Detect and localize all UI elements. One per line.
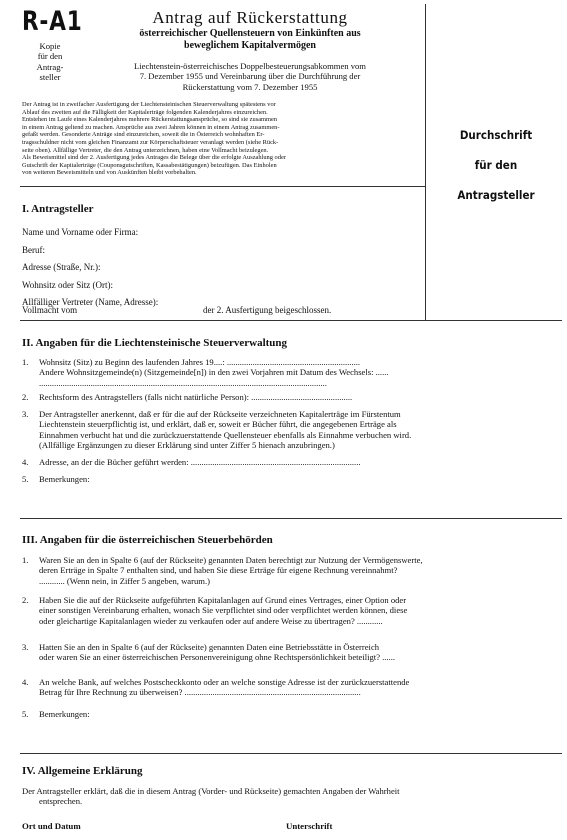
instruction-line: tragsschuldner nicht vom gleichen Finanzamt zur Körperschaftsteuer veranlagt werden (siehe Rück- xyxy=(22,138,279,146)
item-line: ............ (Wenn nein, in Ziffer 5 angeben, warum.) xyxy=(39,575,210,586)
instruction-line: Ablauf des zweiten auf die Fälligkeit der Kapitalerträge folgenden Kalenderjahres einzureichen. xyxy=(22,108,268,116)
item-line: Adresse, an der die Bücher geführt werden: ............................................................................... xyxy=(39,457,361,467)
instructions xyxy=(22,101,420,177)
section2-item-2[interactable] xyxy=(22,392,557,402)
power-of-attorney-label[interactable]: Vollmacht vom xyxy=(22,305,78,315)
item-line: Betrag für Ihre Rechnung zu überweisen? .................................................................................. xyxy=(39,687,361,698)
field-name[interactable]: Name und Vorname oder Firma: xyxy=(22,227,139,237)
item-line: Haben Sie die auf der Rückseite aufgeführten Kapitalanlagen auf Grund eines Vertrages, einer Option oder xyxy=(39,595,407,605)
item-number: 2. xyxy=(22,392,29,402)
item-number: 2. xyxy=(22,595,29,605)
item-number: 4. xyxy=(22,457,29,467)
item-line: Waren Sie an den in Spalte 6 (auf der Rückseite) genannten Daten berechtigt zur Nutzung der Vermögenswerte, xyxy=(39,555,423,565)
left-note-line: Kopie xyxy=(39,41,61,51)
subtitle xyxy=(80,28,420,51)
divider xyxy=(20,186,425,187)
section1-fields xyxy=(22,224,158,312)
power-of-attorney-note: der 2. Ausfertigung beigeschlossen. xyxy=(203,305,332,315)
item-number: 5. xyxy=(22,474,29,484)
declaration-line: Der Antragsteller erklärt, daß die in diesem Antrag (Vorder- und Rückseite) gemachten Angaben der Wahrheit xyxy=(22,786,400,796)
section3-item-1[interactable] xyxy=(22,555,562,586)
item-line: Bemerkungen: xyxy=(39,474,90,484)
left-note-line: für den xyxy=(37,51,63,62)
item-line: oder waren Sie an einer österreichischen Personenvereinigung ohne Rechtspersönlichkeit beteiligt? ...... xyxy=(39,652,396,663)
divider xyxy=(20,320,562,321)
item-number: 3. xyxy=(22,642,29,652)
instruction-line: Gutschrift der Kapitalerträge (Couponsgutschriften, Kassabestätigungen) beizufügen. Das Einholen xyxy=(22,161,277,169)
left-note-line: Antrag- xyxy=(36,61,64,72)
divider xyxy=(20,518,562,519)
instruction-line: von weiteren Beweismitteln und von Auskünften bleibt vorbehalten. xyxy=(22,169,197,177)
instruction-line: Entstehen im Laufe eines Kalenderjahres mehrere Rückerstattungsansprüche, so sind sie zusammen xyxy=(22,116,278,124)
instruction-line: Als Beweismittel sind der 2. Ausfertigung jedes Antrages die Belege über die erfolgte Auszahlung oder xyxy=(22,154,286,162)
legal-basis-line: Rückerstattung vom 7. Dezember 1955 xyxy=(182,81,318,92)
left-note-line: steller xyxy=(39,72,61,83)
copy-label xyxy=(437,120,556,210)
copy-label-line: für den xyxy=(474,158,518,172)
section4-heading: IV. Allgemeine Erklärung xyxy=(22,765,143,777)
title: Antrag auf Rückerstattung xyxy=(152,8,348,27)
section2-item-4[interactable] xyxy=(22,457,557,467)
item-number: 3. xyxy=(22,409,29,419)
instruction-line: gefaßt werden. Gesonderte Anträge sind einzureichen, soweit die in Österreich wohnhaften Er- xyxy=(22,131,265,139)
item-number: 1. xyxy=(22,555,29,565)
copy-label-line: Durchschrift xyxy=(459,128,533,142)
item-line: An welche Bank, auf welches Postscheckkonto oder an welche sonstige Adresse ist der zurückzuerstattende xyxy=(39,677,410,687)
column-divider xyxy=(425,4,426,320)
item-line: Andere Wohnsitzgemeinde(n) (Sitzgemeinde[n]) in den zwei Vorjahren mit Datum des Wechsels: ...... xyxy=(39,367,389,378)
item-line: Bemerkungen: xyxy=(39,709,90,719)
item-line: deren Erträge in Spalte 7 enthalten sind, und haben Sie diese Erträge für eigene Rechnung vereinnahmt? xyxy=(39,565,398,576)
instruction-line: Der Antrag ist in zweifacher Ausfertigung der Liechtensteinischen Steuerverwaltung spätestens vor xyxy=(22,101,276,108)
item-line: Einnahmen verbucht hat und die zurückzuerstattende Quellensteuer ebenfalls als Einnahme verbuchen wird. xyxy=(39,429,412,440)
field-representative[interactable]: Allfälliger Vertreter (Name, Adresse): xyxy=(22,297,159,308)
section1-heading: I. Antragsteller xyxy=(22,203,94,215)
item-line: (Allfällige Ergänzungen zu dieser Erklärung sind unter Ziffer 5 hienach anzubringen.) xyxy=(39,440,335,451)
field-profession[interactable]: Beruf: xyxy=(22,244,45,255)
field-residence[interactable]: Wohnsitz oder Sitz (Ort): xyxy=(22,279,114,290)
item-number: 1. xyxy=(22,357,29,367)
section3-heading: III. Angaben für die österreichischen Steuerbehörden xyxy=(22,534,273,546)
section4-text xyxy=(22,786,562,807)
section3-item-5[interactable] xyxy=(22,709,562,719)
section3-item-4[interactable] xyxy=(22,677,562,698)
left-note xyxy=(24,41,76,83)
section3-item-2[interactable] xyxy=(22,595,562,626)
section3-item-3[interactable] xyxy=(22,642,562,663)
legal-basis-line: 7. Dezember 1955 und Vereinbarung über die Durchführung der xyxy=(139,71,361,82)
signature-label[interactable]: Unterschrift xyxy=(286,821,333,831)
item-number: 4. xyxy=(22,677,29,687)
divider xyxy=(20,753,562,754)
item-number: 5. xyxy=(22,709,29,719)
instruction-line: in einem Antrag geltend zu machen. Ansprüche aus zwei Jahren können in einem Antrag zusammen- xyxy=(22,123,280,131)
item-line: Hatten Sie an den in Spalte 6 (auf der Rückseite) genannten Daten eine Betriebsstätte in Österreich xyxy=(39,642,380,652)
item-line: Liechtenstein steuerpflichtig ist, und erklärt, daß er, soweit er Bücher führt, die angegebenen Erträge als xyxy=(39,419,397,430)
legal-basis-line: Liechtenstein-österreichisches Doppelbesteuerungsabkommen vom xyxy=(134,61,366,71)
subtitle-line: beweglichem Kapitalvermögen xyxy=(184,39,316,51)
section2-heading: II. Angaben für die Liechtensteinische Steuerverwaltung xyxy=(22,337,288,349)
section2-item-5[interactable] xyxy=(22,474,557,484)
legal-basis xyxy=(80,61,420,92)
place-date-label[interactable]: Ort und Datum xyxy=(22,821,81,831)
declaration-line: entsprechen. xyxy=(39,796,83,807)
item-line: oder gleichartige Kapitalanlagen wieder zu verkaufen oder auf andere Weise zu übertragen? ............ xyxy=(39,615,383,626)
item-line: einer sonstigen Vereinbarung erhalten, wonach Sie verpflichtet sind oder verpflichtet werden können, diese xyxy=(39,605,408,616)
item-line: Rechtsform des Antragstellers (falls nicht natürliche Person): ............................................... xyxy=(39,392,353,402)
subtitle-line: österreichischer Quellensteuern von Einkünften aus xyxy=(139,28,361,39)
item-line: Wohnsitz (Sitz) zu Beginn des laufenden Jahres 19....: .............................................................. xyxy=(39,357,361,367)
copy-label-line: Antragsteller xyxy=(457,188,535,202)
item-line: Der Antragsteller anerkennt, daß er für die auf der Rückseite verzeichneten Kapitalerträge im Fürstentum xyxy=(39,409,401,419)
item-line: ...................................................................................................................................... xyxy=(39,377,327,388)
section2-item-3[interactable] xyxy=(22,409,562,451)
section2-item-1[interactable] xyxy=(22,357,557,388)
instruction-line: seite oben). Allfällige Vertreter, die den Antrag unterzeichnen, haben eine Vollmacht beizulegen. xyxy=(22,146,269,154)
form-code: R-A1 xyxy=(22,6,83,37)
field-address[interactable]: Adresse (Straße, Nr.): xyxy=(22,262,101,273)
